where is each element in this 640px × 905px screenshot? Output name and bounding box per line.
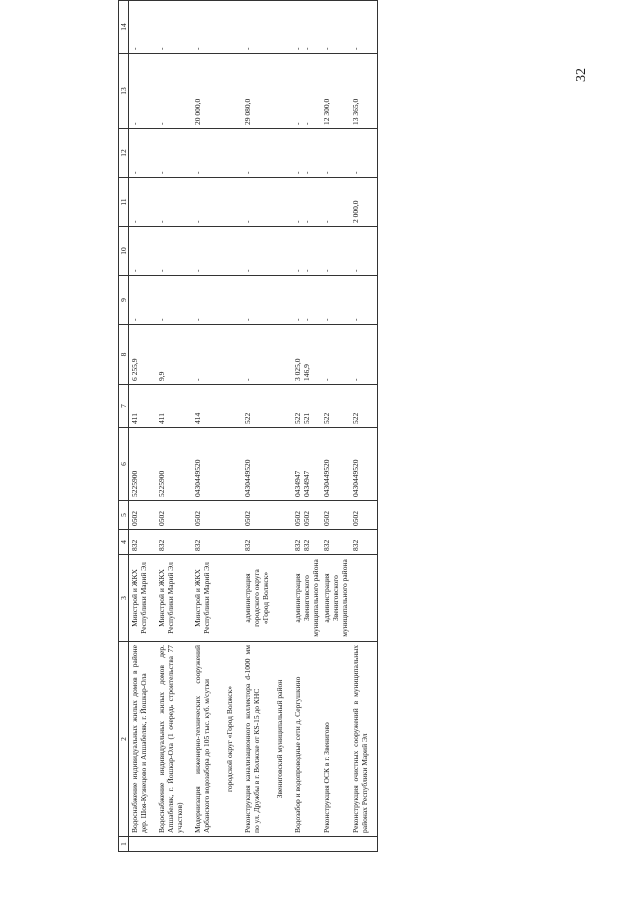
table-row bbox=[129, 0, 157, 852]
value-cell-c13: 29 080,0 bbox=[242, 54, 292, 129]
value-cell-c12: - bbox=[350, 129, 378, 178]
value-cell-c7: 522 bbox=[242, 385, 292, 428]
column-header-11: 11 bbox=[119, 178, 129, 227]
object-name-cell bbox=[156, 642, 192, 837]
value-cell-c11: - bbox=[192, 178, 242, 227]
object-name: Водозабор и водопроводные сети д. Сергушкино bbox=[293, 676, 302, 833]
table-row bbox=[350, 0, 378, 852]
value-cell-c10: - bbox=[350, 227, 378, 276]
value-cell-c9: - bbox=[242, 276, 292, 325]
value-cell-c13: 20 000,0 bbox=[192, 54, 242, 129]
table-body bbox=[129, 0, 378, 852]
value-cell-c10: - bbox=[242, 227, 292, 276]
value-cell-c13: 12 300,0 bbox=[321, 54, 350, 129]
responsible-org-cell: администрация Звениговского муниципального района bbox=[321, 555, 350, 642]
value-cell-c15 bbox=[242, 0, 292, 1]
investment-table bbox=[118, 0, 378, 852]
value-cell-c8: - bbox=[242, 325, 292, 385]
column-header-15 bbox=[119, 0, 129, 1]
value-cell-c10: - bbox=[321, 227, 350, 276]
value-cell-c6: 0430449520 bbox=[242, 428, 292, 501]
value-cell-c4: 832 bbox=[350, 530, 378, 555]
value-cell-c7: 522 bbox=[350, 385, 378, 428]
column-header-14: 14 bbox=[119, 1, 129, 54]
column-header-1: 1 bbox=[119, 837, 129, 852]
responsible-org-cell: администрация городского округа «Город Волжск» bbox=[242, 555, 292, 642]
column-header-5: 5 bbox=[119, 501, 129, 530]
column-header-12: 12 bbox=[119, 129, 129, 178]
value-cell-c11: - bbox=[321, 178, 350, 227]
row-index-cell bbox=[129, 837, 157, 852]
value-cell-c14: - bbox=[321, 1, 350, 54]
column-header-13: 13 bbox=[119, 54, 129, 129]
column-header-7: 7 bbox=[119, 385, 129, 428]
value-cell-c9: - bbox=[192, 276, 242, 325]
row-index-cell bbox=[156, 837, 192, 852]
row-index-cell bbox=[292, 837, 321, 852]
column-header-10: 10 bbox=[119, 227, 129, 276]
value-cell-c11: 2 000,0 bbox=[350, 178, 378, 227]
subsection-heading: городской округ «Город Волжск» bbox=[225, 685, 234, 793]
value-cell-c7: 414 bbox=[192, 385, 242, 428]
value-cell-c6: 0430449520 bbox=[350, 428, 378, 501]
value-cell-c11: - bbox=[242, 178, 292, 227]
value-cell-c15 bbox=[129, 0, 157, 1]
table-row bbox=[156, 0, 192, 852]
value-cell-c5: 0502 bbox=[192, 501, 242, 530]
column-header-9: 9 bbox=[119, 276, 129, 325]
value-cell-c10: - - bbox=[292, 227, 321, 276]
value-cell-c10: - bbox=[192, 227, 242, 276]
value-cell-c10: - bbox=[129, 227, 157, 276]
value-cell-c9: - bbox=[321, 276, 350, 325]
value-cell-c12: - bbox=[242, 129, 292, 178]
responsible-org-cell: Минстрой и ЖКХ Республики Марий Эл bbox=[129, 555, 157, 642]
value-cell-c15 bbox=[192, 0, 242, 1]
header-row bbox=[119, 0, 129, 852]
value-cell-c11: - bbox=[156, 178, 192, 227]
value-cell-c8: - bbox=[192, 325, 242, 385]
object-name: Водоснабжение индивидуальных жилых домов дер. Апшабеляк, г. Йошкар-Ола (1 очередь строительства 77 участков) bbox=[157, 645, 184, 833]
value-cell-c14: - - bbox=[292, 1, 321, 54]
value-cell-c6: 0434947 0434947 bbox=[292, 428, 321, 501]
value-cell-c11: - - bbox=[292, 178, 321, 227]
table-row bbox=[321, 0, 350, 852]
column-header-3: 3 bbox=[119, 555, 129, 642]
page-number: 32 bbox=[574, 68, 589, 82]
object-name: Реконструкция очистных сооружений в муниципальных районах Республики Марий Эл bbox=[351, 645, 369, 833]
table-row bbox=[242, 0, 292, 852]
value-cell-c6: 0430449520 bbox=[192, 428, 242, 501]
value-cell-c5: 0502 bbox=[321, 501, 350, 530]
value-cell-c5: 0502 0502 bbox=[292, 501, 321, 530]
row-index-cell bbox=[242, 837, 292, 852]
object-name: Реконструкция ОСК в г. Звенигово bbox=[322, 722, 331, 833]
value-cell-c7: 411 bbox=[129, 385, 157, 428]
value-cell-c9: - bbox=[350, 276, 378, 325]
responsible-org-cell: Минстрой и ЖКХ Республики Марий Эл bbox=[192, 555, 242, 642]
column-header-8: 8 bbox=[119, 325, 129, 385]
value-cell-c8: - bbox=[321, 325, 350, 385]
value-cell-c15 bbox=[321, 0, 350, 1]
object-name: Реконструкция канализационного коллектора d-1000 мм по ул. Дружбы в г. Волжске от КS-15 до КНС bbox=[243, 645, 261, 833]
value-cell-c9: - bbox=[156, 276, 192, 325]
value-cell-c8: 6 255,9 bbox=[129, 325, 157, 385]
value-cell-c13: - bbox=[156, 54, 192, 129]
value-cell-c4: 832 bbox=[156, 530, 192, 555]
value-cell-c7: 522 521 bbox=[292, 385, 321, 428]
object-name-cell bbox=[350, 642, 378, 837]
value-cell-c12: - bbox=[192, 129, 242, 178]
object-name: Модернизация инженерно-технических сооружений Арбанского водозабора до 105 тыс. куб. м/сутки bbox=[193, 645, 211, 833]
value-cell-c13: - - bbox=[292, 54, 321, 129]
column-header-4: 4 bbox=[119, 530, 129, 555]
value-cell-c5: 0502 bbox=[129, 501, 157, 530]
table-row bbox=[192, 0, 242, 852]
value-cell-c14: - bbox=[192, 1, 242, 54]
column-header-2: 2 bbox=[119, 642, 129, 837]
value-cell-c12: - bbox=[321, 129, 350, 178]
value-cell-c9: - bbox=[129, 276, 157, 325]
value-cell-c6: 5225900 bbox=[156, 428, 192, 501]
value-cell-c7: 522 bbox=[321, 385, 350, 428]
value-cell-c12: - - bbox=[292, 129, 321, 178]
value-cell-c15 bbox=[156, 0, 192, 1]
value-cell-c5: 0502 bbox=[156, 501, 192, 530]
value-cell-c13: - bbox=[129, 54, 157, 129]
value-cell-c12: - bbox=[129, 129, 157, 178]
value-cell-c7: 411 bbox=[156, 385, 192, 428]
value-cell-c8: 9,9 bbox=[156, 325, 192, 385]
value-cell-c4: 832 bbox=[242, 530, 292, 555]
value-cell-c14: - bbox=[129, 1, 157, 54]
value-cell-c13: 13 365,0 bbox=[350, 54, 378, 129]
object-name-cell bbox=[129, 642, 157, 837]
value-cell-c4: 832 bbox=[129, 530, 157, 555]
value-cell-c8: - bbox=[350, 325, 378, 385]
responsible-org-cell bbox=[350, 555, 378, 642]
value-cell-c12: - bbox=[156, 129, 192, 178]
value-cell-c4: 832 832 bbox=[292, 530, 321, 555]
value-cell-c11: - bbox=[129, 178, 157, 227]
row-index-cell bbox=[321, 837, 350, 852]
value-cell-c9: - - bbox=[292, 276, 321, 325]
responsible-org-cell: Минстрой и ЖКХ Республики Марий Эл bbox=[156, 555, 192, 642]
table-row bbox=[292, 0, 321, 852]
value-cell-c15 bbox=[350, 0, 378, 1]
value-cell-c6: 5225900 bbox=[129, 428, 157, 501]
object-name-cell bbox=[321, 642, 350, 837]
value-cell-c14: - bbox=[242, 1, 292, 54]
column-header-6: 6 bbox=[119, 428, 129, 501]
value-cell-c14: - bbox=[156, 1, 192, 54]
value-cell-c8: 3 025,0 146,9 bbox=[292, 325, 321, 385]
object-name: Водоснабжение индивидуальных жилых домов в районе дер. Шоя-Кузнецово и Апшабеляк, г. Йошкар-Ола bbox=[130, 645, 148, 833]
value-cell-c6: 0430449520 bbox=[321, 428, 350, 501]
object-name-cell bbox=[242, 642, 292, 837]
row-index-cell bbox=[192, 837, 242, 852]
value-cell-c15 bbox=[292, 0, 321, 1]
value-cell-c5: 0502 bbox=[242, 501, 292, 530]
value-cell-c5: 0502 bbox=[350, 501, 378, 530]
value-cell-c14: - bbox=[350, 1, 378, 54]
subsection-heading: Звениговский муниципальный район bbox=[275, 679, 284, 799]
object-name-cell bbox=[192, 642, 242, 837]
value-cell-c4: 832 bbox=[321, 530, 350, 555]
value-cell-c10: - bbox=[156, 227, 192, 276]
row-index-cell bbox=[350, 837, 378, 852]
object-name-cell bbox=[292, 642, 321, 837]
responsible-org-cell: администрация Звениговского муниципального района bbox=[292, 555, 321, 642]
value-cell-c4: 832 bbox=[192, 530, 242, 555]
rotated-table-container bbox=[118, 17, 578, 852]
